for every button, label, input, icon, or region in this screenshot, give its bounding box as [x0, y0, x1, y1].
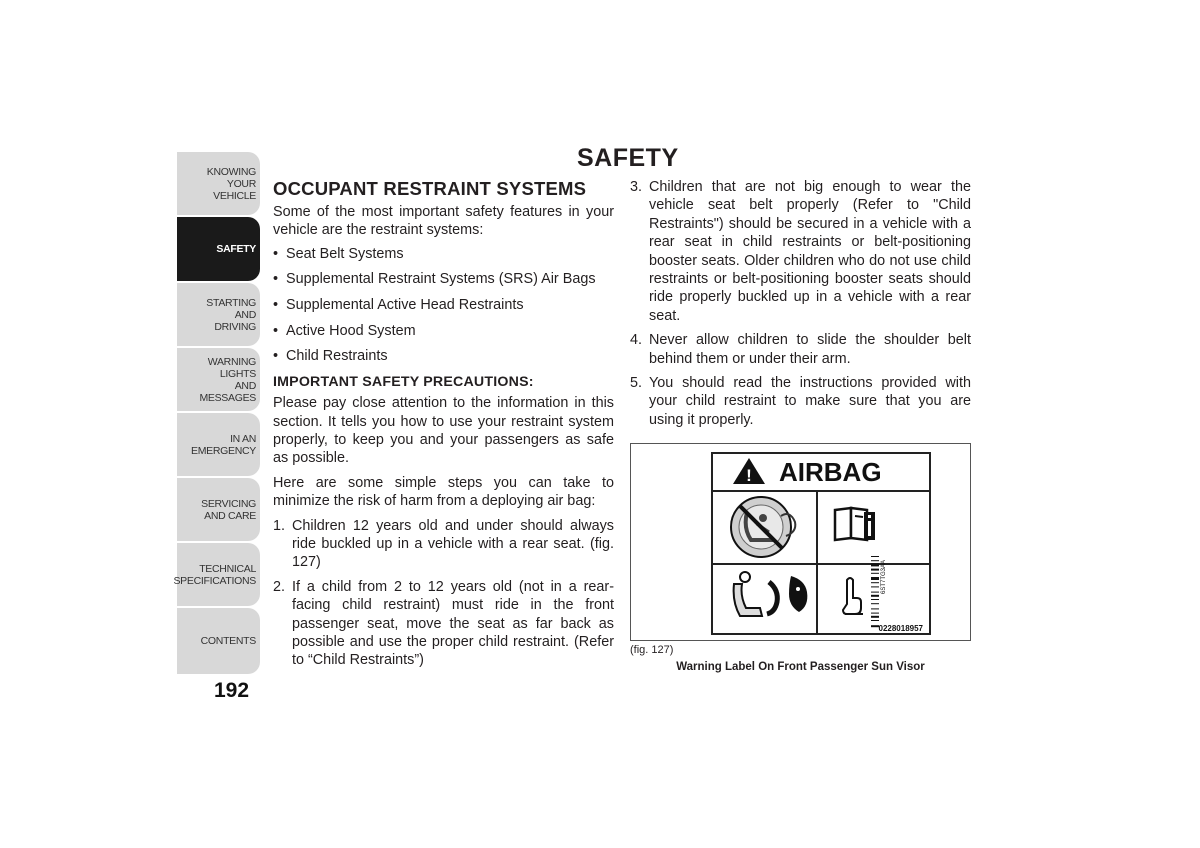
tab-warning-lights-and-messages[interactable]	[177, 348, 260, 411]
step-text: If a child from 2 to 12 years old (not in a rear-facing child restraint) must ride in the front passenger seat, move the seat as far back as possible and use the proper child restraint. (Refer to “Child Restraints”)	[292, 578, 614, 669]
page-heading: SAFETY	[577, 144, 679, 172]
tab-label-line: STARTING	[206, 296, 256, 309]
list-item: • Seat Belt Systems	[273, 245, 614, 263]
tab-servicing-and-care[interactable]	[177, 478, 260, 541]
tab-label-line: YOUR	[226, 177, 256, 190]
manual-info-icon	[835, 508, 875, 540]
restraint-systems-list	[273, 245, 614, 366]
tab-label-line: SAFETY	[216, 243, 256, 255]
precautions-paragraph: Please pay close attention to the information in this section. It tells you how to use your restraint system properly, to keep you and your passengers as safe as possible.	[273, 395, 614, 467]
step-text: Never allow children to slide the shoulder belt behind them or under their arm.	[649, 332, 971, 367]
intro-paragraph: Some of the most important safety features in your vehicle are the restraint systems:	[273, 204, 614, 239]
step-number: 5.	[630, 375, 643, 392]
list-item	[630, 374, 971, 429]
left-column	[273, 178, 614, 676]
tab-safety[interactable]	[177, 217, 260, 281]
figure-reference: (fig. 127)	[630, 644, 674, 656]
tab-starting-and-driving[interactable]	[177, 283, 260, 346]
tab-label-line: WARNING	[207, 355, 256, 368]
tab-label-line: AND CARE	[204, 509, 256, 522]
list-item	[630, 331, 971, 368]
tab-label-line: AND	[234, 379, 256, 392]
tab-label-line: LIGHTS	[219, 367, 256, 380]
tab-contents[interactable]	[177, 608, 260, 674]
tab-label-line: SPECIFICATIONS	[173, 574, 256, 587]
tab-label-line: AND	[234, 308, 256, 321]
step-number: 2.	[273, 578, 286, 595]
part-number: 0228018957	[878, 624, 923, 633]
step-number: 1.	[273, 517, 286, 534]
tab-label-line: EMERGENCY	[191, 444, 256, 457]
tab-in-an-emergency[interactable]	[177, 413, 260, 476]
tab-label-line: DRIVING	[214, 320, 256, 333]
step-number: 4.	[630, 332, 643, 349]
step-number: 3.	[630, 179, 643, 195]
airbag-warning-label	[631, 444, 970, 640]
right-column	[630, 178, 971, 435]
section-title: OCCUPANT RESTRAINT SYSTEMS	[273, 178, 587, 199]
list-item	[630, 178, 971, 325]
tab-label-line: KNOWING	[206, 165, 256, 178]
list-item: • Supplemental Active Head Restraints	[273, 296, 614, 314]
subheading: IMPORTANT SAFETY PRECAUTIONS:	[273, 373, 534, 390]
tab-label-line: VEHICLE	[213, 189, 256, 202]
step-text: Children 12 years old and under should always ride buckled up in a vehicle with a rear seat. (fig. 127)	[292, 517, 614, 571]
tab-label-line: MESSAGES	[199, 391, 256, 404]
warning-symbol: !	[746, 466, 752, 485]
list-item	[273, 578, 614, 670]
list-item: • Supplemental Restraint Systems (SRS) Air Bags	[273, 270, 614, 288]
step-text: Children that are not big enough to wear the vehicle seat belt properly (Refer to "Child Restraints") should be secured in a vehicle with a rear seat in child restraints or belt-positioning booster seats. Older children who do not use child restraints or belt-positioning booster seats should ride properly buckled up in a vehicle with a rear seat.	[649, 179, 971, 324]
steps-list	[273, 517, 614, 670]
step-text: You should read the instructions provided with your child restraint to make sure that you are using it properly.	[649, 375, 971, 428]
tab-label-line: TECHNICAL	[199, 562, 256, 575]
steps-list-continued	[630, 178, 971, 429]
list-item	[273, 517, 614, 572]
figure-caption: Warning Label On Front Passenger Sun Visor	[676, 661, 925, 673]
tab-knowing-your-vehicle[interactable]	[177, 152, 260, 215]
list-item: • Active Hood System	[273, 322, 614, 340]
tab-technical-specifications[interactable]	[173, 543, 260, 606]
barcode-text: 6ST7TG3AA	[881, 559, 887, 594]
list-item: • Child Restraints	[273, 347, 614, 365]
tab-label-line: CONTENTS	[200, 635, 256, 647]
page-number: 192	[214, 679, 250, 702]
label-title: AIRBAG	[779, 457, 882, 487]
tab-label-line: IN AN	[230, 432, 256, 445]
steps-intro-paragraph: Here are some simple steps you can take to minimize the risk of harm from a deploying air bag:	[273, 474, 614, 510]
tab-label-line: SERVICING	[201, 497, 256, 510]
airbag-label-figure	[630, 443, 971, 641]
